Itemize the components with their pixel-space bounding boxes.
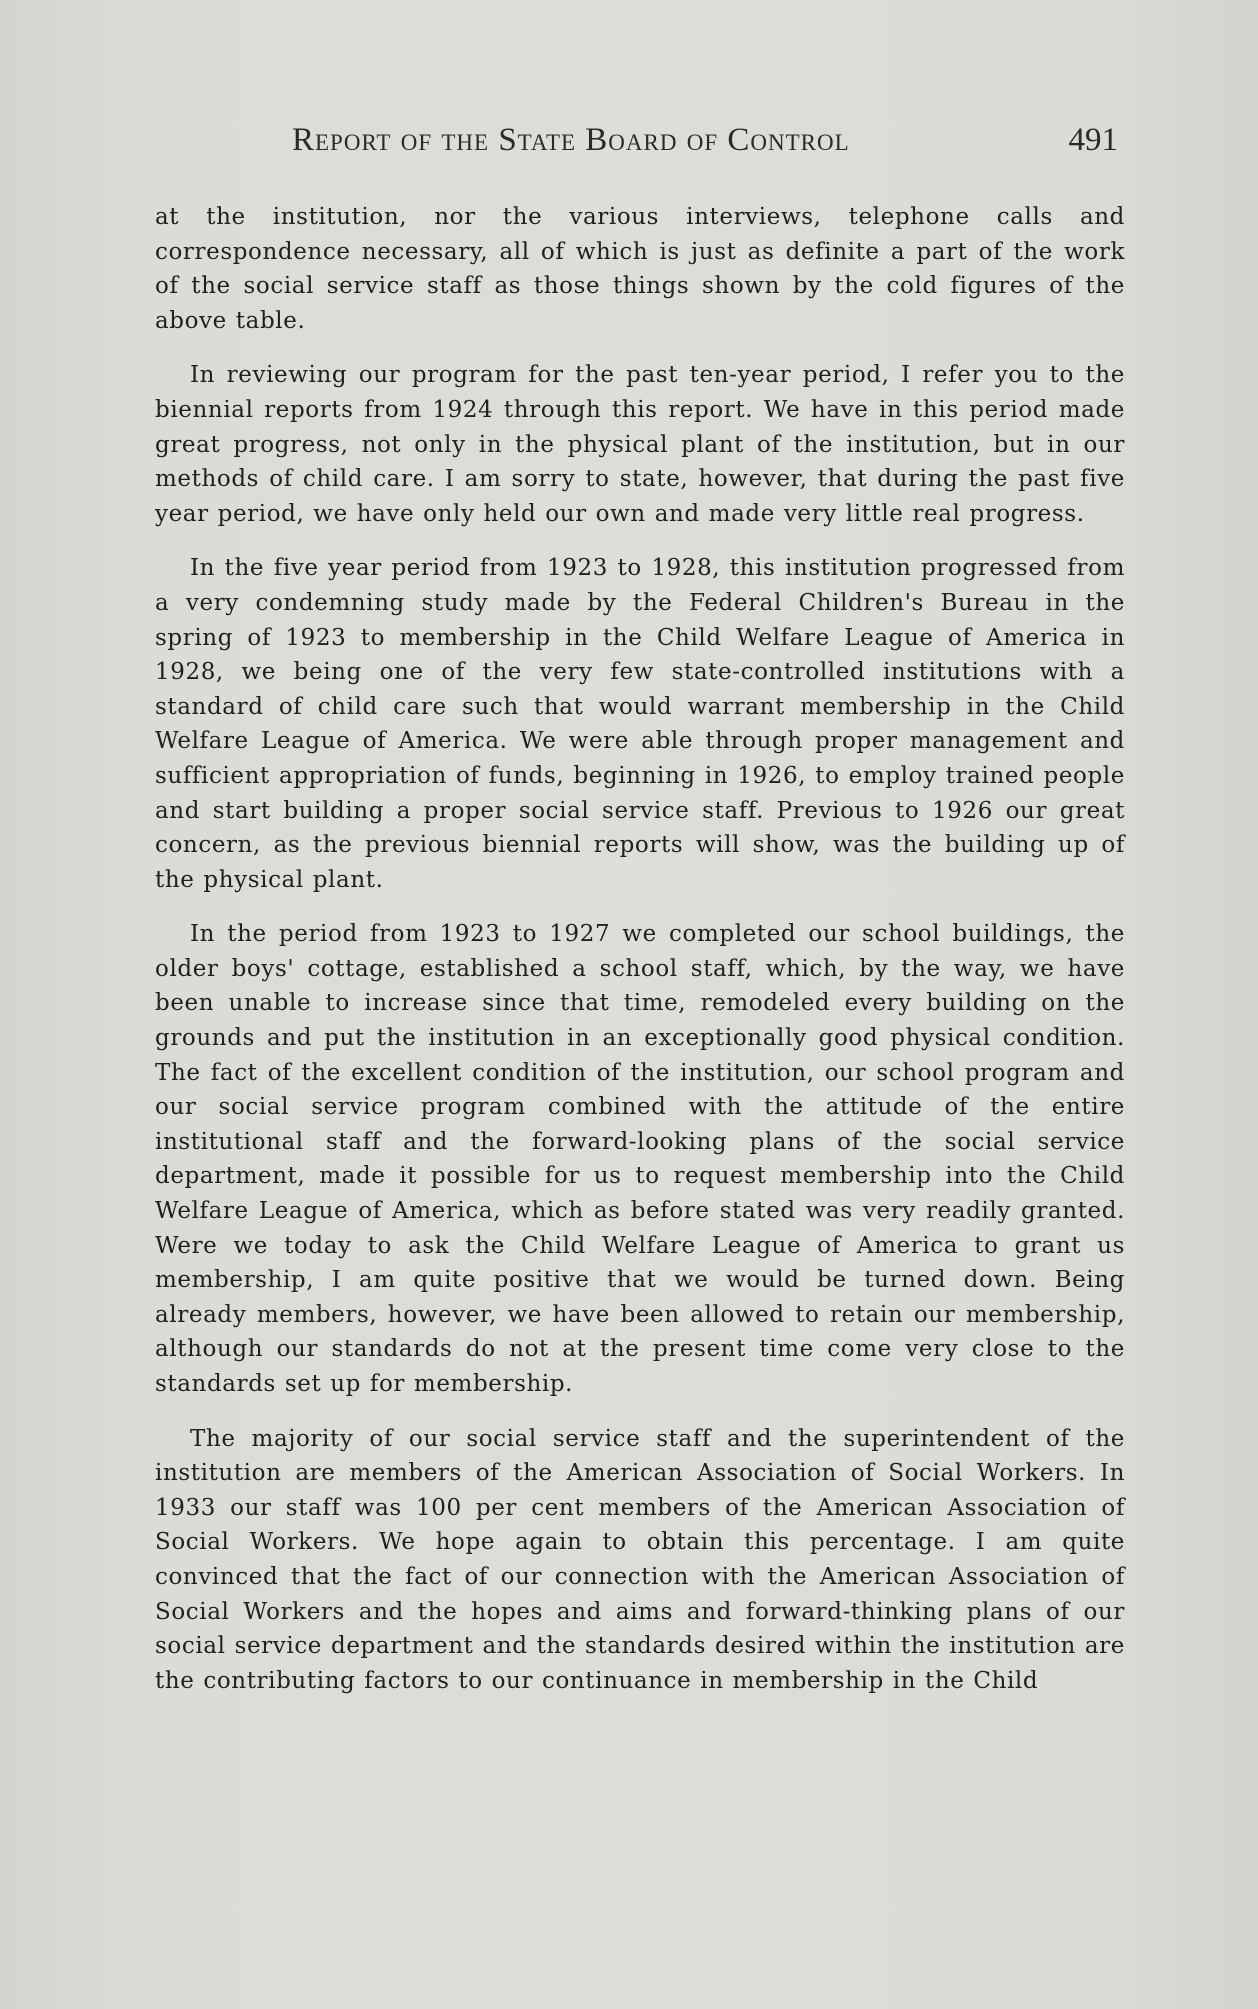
paragraph-continuation: at the institution, nor the various interviews, telephone calls and correspondence necessary, all of which is just as definite a part of the work of the social service staff as those things shown by the cold figures of the above table. [155,204,1125,334]
paragraph-program-review: In reviewing our program for the past ten-year period, I refer you to the biennial reports from 1924 through this report. We have in this period made great progress, not only in the physical plant of the institution, but in our methods of child care. I am sorry to state, however, that during the past five year period, we have only held our own and made very little real progress. [155,362,1125,527]
paragraph-social-workers-association: The majority of our social service staff and the superintendent of the institution are members of the American Association of Social Workers. In 1933 our staff was 100 per cent members of the American Association of Social Workers. We hope again to obtain this percentage. I am quite convinced that the fact of our connection with the American Association of Social Workers and the hopes and aims and forward-thinking plans of our social service department and the standards desired within the institution are the contributing factors to our continuance in membership in the Child [155,1425,1125,1694]
paragraph-five-year-period: In the five year period from 1923 to 1928, this institution progressed from a very condemning study made by the Federal Children's Bureau in the spring of 1923 to membership in the Child Welfare League of America in 1928, we being one of the very few state-controlled institutions with a standard of child care such that would warrant membership in the Child Welfare League of America. We were able through proper management and sufficient appropriation of funds, beginning in 1926, to employ trained people and start building a proper social service staff. Previous to 1926 our great concern, as the previous biennial reports will show, was the building up of the physical plant. [155,555,1125,893]
paragraph-school-buildings: In the period from 1923 to 1927 we completed our school buildings, the older boys' cottage, established a school staff, which, by the way, we have been unable to increase since that time, remodeled every building on the grounds and put the institution in an exceptionally good physical condition. The fact of the excellent condition of the institution, our school program and our social service program combined with the attitude of the entire institutional staff and the forward-looking plans of the social service department, made it possible for us to request membership into the Child Welfare League of America, which as before stated was very readily granted. Were we today to ask the Child Welfare League of America to grant us membership, I am quite positive that we would be turned down. Being already members, however, we have been allowed to retain our membership, although our standards do not at the present time come very close to the standards set up for membership. [155,921,1125,1397]
running-head: Report of the State Board of Control [292,122,850,158]
page-header [292,122,1118,168]
page-number: 491 [1068,122,1118,158]
body-text [155,200,1125,1718]
